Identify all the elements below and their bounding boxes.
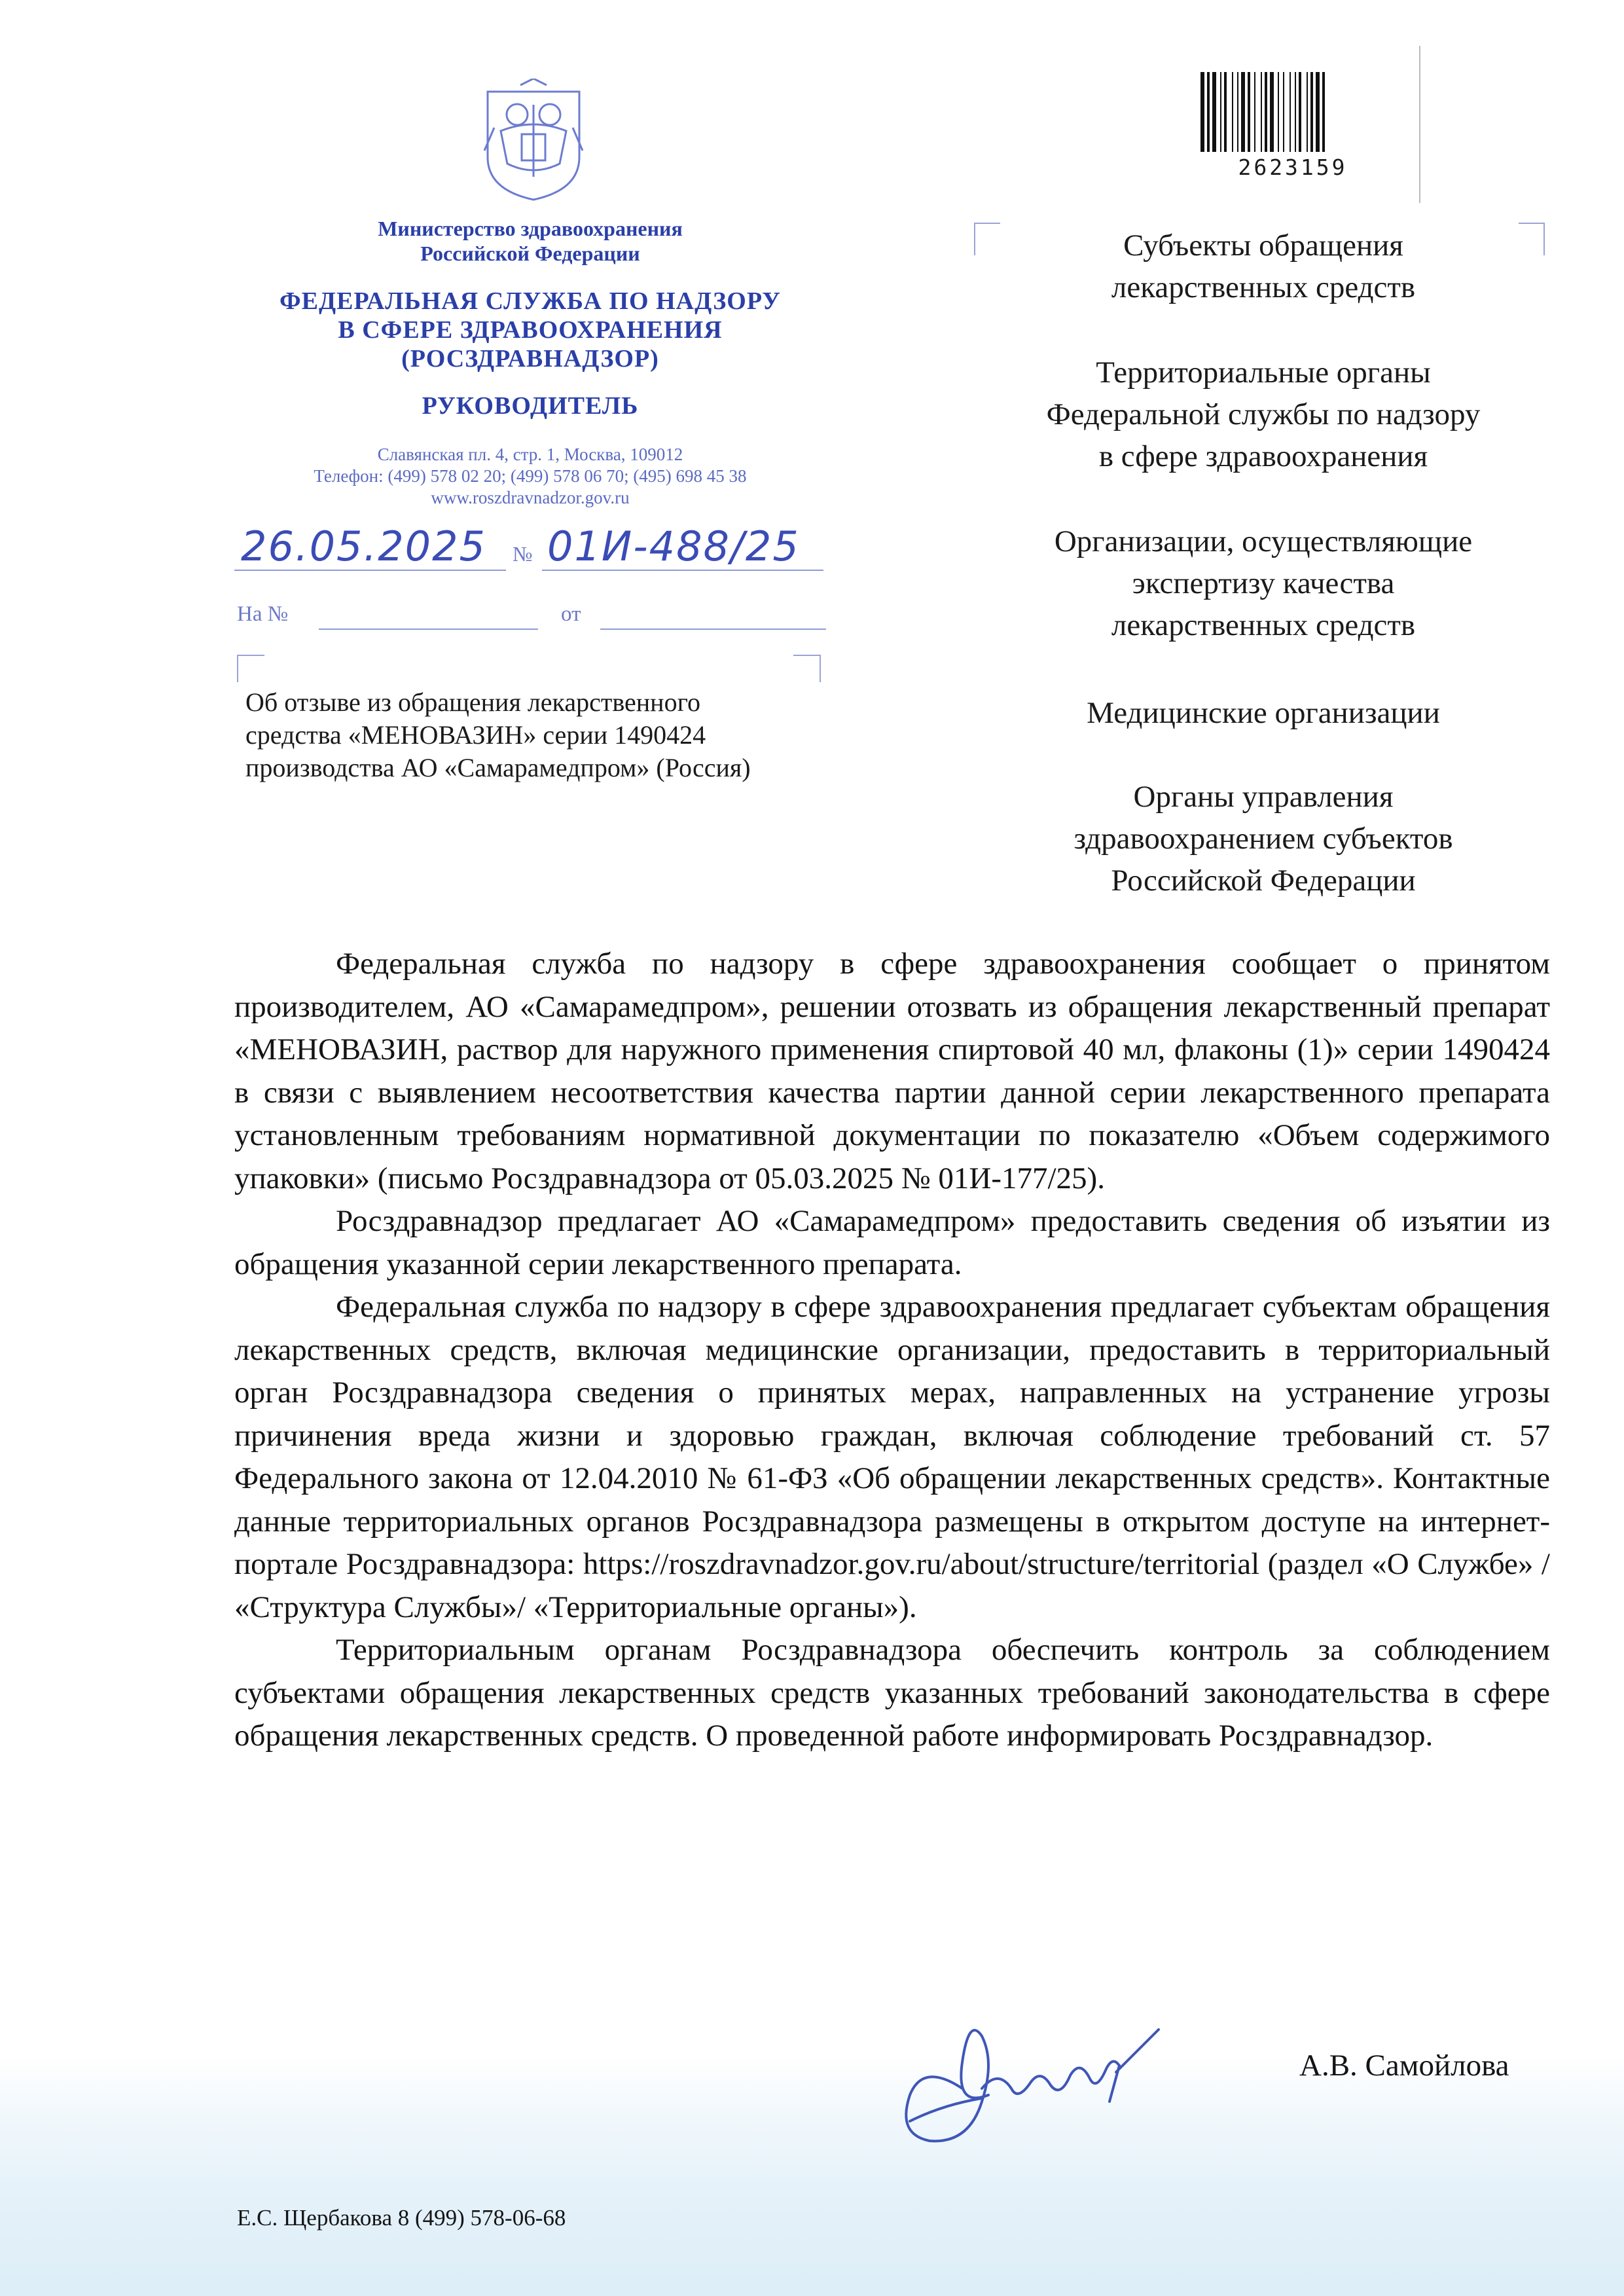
barcode-bar bbox=[1265, 72, 1267, 152]
margin-rule bbox=[1419, 46, 1420, 203]
ministry-line: Министерство здравоохранения bbox=[378, 217, 683, 240]
body-paragraph: Федеральная служба по надзору в сфере здравоохранения сообщает о принятом производителем, АО «Самарамедпром», решении отозвать из обращения лекарственный препарат «МЕНОВАЗИН, раствор для наружного применения спиртовой 40 мл, флаконы (1)» серии 1490424 в связи с выявлением несоответствия качества партии данной серии лекарственного препарата установленным требованиям нормативной документации по показателю «Объем содержимого упаковки» (письмо Росздравнадзора от 05.03.2025 № 01И-177/25). bbox=[234, 947, 1550, 1195]
barcode-bar bbox=[1307, 72, 1308, 152]
recipient-line: Организации, осуществляющие bbox=[1054, 524, 1473, 558]
recipient-line: Российской Федерации bbox=[1111, 864, 1416, 898]
barcode-bar bbox=[1295, 72, 1296, 152]
barcode-bar bbox=[1248, 72, 1250, 152]
recipient-group bbox=[969, 692, 1558, 734]
recipient-line: в сфере здравоохранения bbox=[1098, 439, 1428, 473]
signer-name: А.В. Самойлова bbox=[1299, 2049, 1509, 2083]
barcode-bar bbox=[1290, 72, 1291, 152]
barcode-bar bbox=[1237, 72, 1238, 152]
service-line: В СФЕРЕ ЗДРАВООХРАНЕНИЯ bbox=[338, 316, 723, 344]
registration-date: 26.05.2025 bbox=[241, 522, 486, 570]
ref-label: На № bbox=[237, 602, 289, 626]
letter-body bbox=[234, 943, 1550, 1758]
executor-contact: Е.С. Щербакова 8 (499) 578-06-68 bbox=[237, 2205, 566, 2231]
body-paragraph: Федеральная служба по надзору в сфере здравоохранения предлагает субъектам обращения лекарственных средств, включая медицинские организации, предоставить в территориальный орган Росздравнадзора сведения о принятых мерах, направленных на устранение угрозы причинения вреда жизни и здоровью граждан, включая соблюдение требований ст. 57 Федерального закона от 12.04.2010 № 61-ФЗ «Об обращении лекарственных средств». Контактные данные территориальных органов Росздравнадзора размещены в открытом доступе на интернет-портале Росздравнадзора: https://roszdravnadzor.gov.ru/about/structure/territorial (раздел «О Службе» / «Структура Службы»/ «Территориальные органы»). bbox=[234, 1290, 1550, 1624]
registration-number: 01И-488/25 bbox=[547, 522, 800, 570]
bracket-corner bbox=[237, 655, 264, 682]
recipient-line: экспертизу качества bbox=[1132, 566, 1395, 600]
barcode-bar bbox=[1241, 72, 1245, 152]
barcode-bar bbox=[1224, 72, 1227, 152]
barcode-bar bbox=[1261, 72, 1262, 152]
address: Славянская пл. 4, стр. 1, Москва, 109012 bbox=[377, 445, 683, 464]
subject-line: Об отзыве из обращения лекарственного bbox=[245, 687, 700, 717]
barcode-bar bbox=[1270, 72, 1274, 152]
position-title: РУКОВОДИТЕЛЬ bbox=[422, 392, 639, 420]
subject-line: средства «МЕНОВАЗИН» серии 1490424 bbox=[245, 720, 706, 750]
website: www.roszdravnadzor.gov.ru bbox=[431, 488, 630, 507]
number-underline bbox=[542, 570, 823, 571]
bracket-corner bbox=[793, 655, 821, 682]
barcode-bar bbox=[1278, 72, 1279, 152]
reference-row bbox=[237, 602, 826, 635]
subject-line: производства АО «Самарамедпром» (Россия) bbox=[245, 753, 751, 782]
recipient-line: Медицинские организации bbox=[1087, 696, 1440, 730]
barcode-bar bbox=[1283, 72, 1284, 152]
ministry-line: Российской Федерации bbox=[420, 242, 640, 265]
date-underline bbox=[234, 570, 506, 571]
number-mark: № bbox=[513, 542, 533, 566]
contact-block bbox=[209, 444, 851, 509]
ministry-name bbox=[209, 216, 851, 266]
from-underline bbox=[600, 629, 826, 630]
recipient-line: Органы управления bbox=[1133, 780, 1394, 814]
ref-underline bbox=[319, 629, 538, 630]
barcode-bar bbox=[1212, 72, 1216, 152]
barcode-bar bbox=[1316, 72, 1320, 152]
state-emblem-icon bbox=[481, 79, 586, 203]
recipient-group bbox=[969, 776, 1558, 902]
letter-subject bbox=[245, 686, 861, 784]
recipient-line: лекарственных средств bbox=[1111, 608, 1416, 642]
recipient-line: Субъекты обращения bbox=[1123, 228, 1403, 263]
recipient-group bbox=[969, 225, 1558, 308]
recipient-line: лекарственных средств bbox=[1111, 270, 1416, 304]
barcode-bar bbox=[1207, 72, 1210, 152]
from-label: от bbox=[561, 602, 581, 626]
barcode-bar bbox=[1310, 72, 1313, 152]
recipient-group bbox=[969, 352, 1558, 477]
recipient-line: Территориальные органы bbox=[1096, 355, 1431, 390]
handwritten-signature bbox=[884, 1990, 1250, 2160]
barcode-bar bbox=[1254, 72, 1255, 152]
barcode-bar bbox=[1299, 72, 1301, 152]
body-paragraph: Росздравнадзор предлагает АО «Самарамедпром» предоставить сведения об изъятии из обращения указанной серии лекарственного препарата. bbox=[234, 1204, 1550, 1281]
barcode-bar bbox=[1322, 72, 1325, 152]
recipient-group bbox=[969, 520, 1558, 646]
barcode-bar bbox=[1200, 72, 1204, 152]
barcode-bar bbox=[1232, 72, 1233, 152]
service-line: ФЕДЕРАЛЬНАЯ СЛУЖБА ПО НАДЗОРУ bbox=[280, 287, 781, 315]
barcode-number: 2623159 bbox=[1238, 155, 1348, 180]
registration-row bbox=[234, 524, 823, 576]
phones: Телефон: (499) 578 02 20; (499) 578 06 70; (495) 698 45 38 bbox=[314, 466, 747, 486]
recipient-line: здравоохранением субъектов bbox=[1074, 822, 1453, 856]
service-line: (РОСЗДРАВНАДЗОР) bbox=[401, 345, 659, 373]
barcode bbox=[1198, 72, 1388, 152]
paper-tint bbox=[0, 2056, 1624, 2296]
service-name bbox=[209, 287, 851, 373]
recipient-line: Федеральной службы по надзору bbox=[1046, 397, 1481, 431]
barcode-bar bbox=[1220, 72, 1221, 152]
body-paragraph: Территориальным органам Росздравнадзора обеспечить контроль за соблюдением субъектами обращения лекарственных средств указанных требований законодательства в сфере обращения лекарственных средств. О проведенной работе информировать Росздравнадзор. bbox=[234, 1633, 1550, 1753]
